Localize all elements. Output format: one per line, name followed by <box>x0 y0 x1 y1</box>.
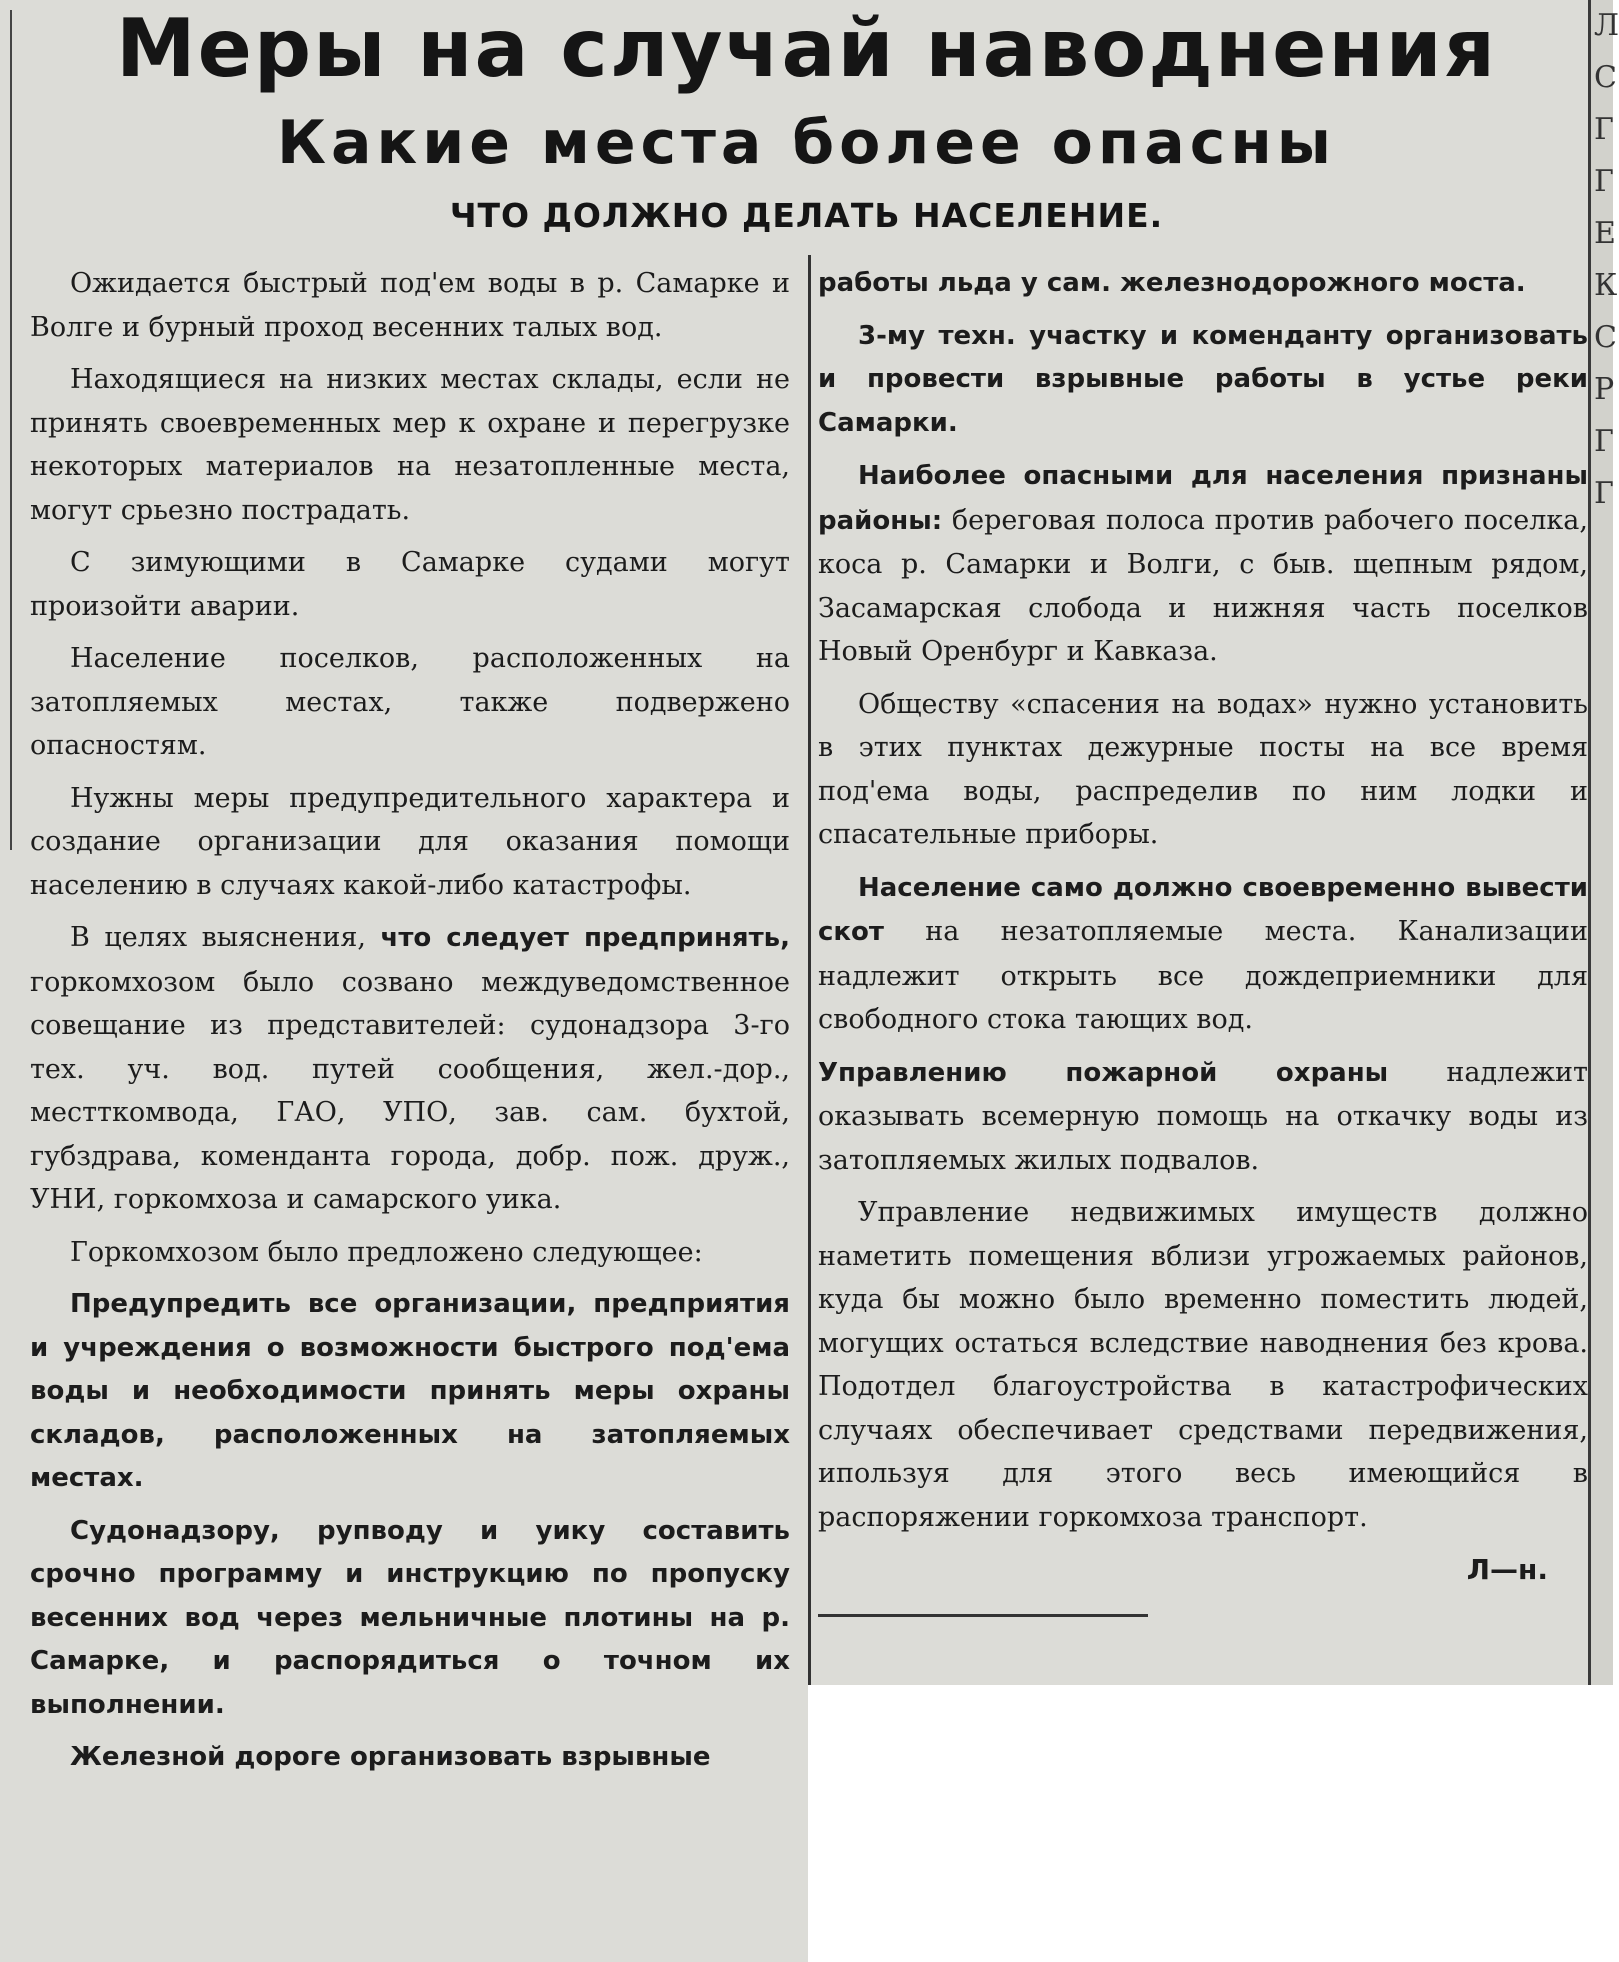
paragraph-bold: 3-му техн. участку и коменданту организовать и провести взрывные работы в устье реки Самарки. <box>818 320 1588 438</box>
paragraph-text: горкомхозом было созвано междуведомственное совещание из представителей: судонадзора 3-го тех. уч. вод. путей сообщения, жел.-дор., местткомвода, ГАО, УПО, зав. сам. бухтой, губздрава, коменданта города, добр. пож. друж., УНИ, горкомхоза и самарского уика. <box>30 966 790 1215</box>
paragraph-bold-text: Население само должно своевременно вывести скот <box>818 872 1588 947</box>
paragraph-text: надлежит оказывать всемерную помощь на откачку воды из затопляемых жилых подвалов. <box>818 1056 1588 1176</box>
paragraph: Население поселков, расположенных на затопляемых местах, также подвержено опасностям. <box>30 643 790 761</box>
end-of-article-rule <box>818 1614 1148 1617</box>
column-divider <box>808 255 811 1685</box>
paragraph-bold: работы льда у сам. железнодорожного моста. <box>818 268 1526 298</box>
edge-letter: Р <box>1594 372 1615 407</box>
edge-letter: С <box>1594 320 1617 355</box>
paragraph-bold-text: что следует предпринять, <box>380 923 790 953</box>
paragraph-bold-text: Управлению пожарной охраны <box>818 1057 1389 1088</box>
edge-letter: Л <box>1594 8 1619 43</box>
paragraph-text: на незатопляемые места. Канализации надлежит открыть все дождеприемники для свободного стока тающих вод. <box>818 916 1588 1035</box>
paragraph: Управление недвижимых имуществ должно наметить помещения вблизи угрожаемых районов, куда бы можно было временно поместить людей, могущих остаться вследствие наводнения без крова. Подотдел благоустройства в катастрофических случаях обеспечивает средствами передвижения, ипользуя для этого весь имеющийся в распоряжении горкомхоза транспорт. <box>818 1197 1588 1533</box>
paragraph-bold: Предупредить все организации, предприятия и учреждения о возможности быстрого под'ема воды и необходимости принять меры охраны складов, расположенных на затопляемых местах. <box>30 1289 790 1493</box>
paragraph: Горкомхозом было предложено следующее: <box>70 1236 703 1268</box>
paragraph <box>818 866 1588 1042</box>
edge-letter: Г <box>1594 164 1614 199</box>
paragraph: Находящиеся на низких местах склады, если не принять своевременных мер к охране и перегрузке некоторых материалов на незатопленные места, могут срьезно пострадать. <box>30 364 790 526</box>
right-column <box>818 262 1588 1617</box>
paragraph-bold-text: Наиболее опасными для населения признаны районы: <box>818 461 1588 536</box>
paragraph: С зимующими в Самарке судами могут произойти аварии. <box>30 547 790 622</box>
paragraph <box>818 454 1588 674</box>
edge-letter: Г <box>1594 476 1614 511</box>
adjacent-column-edge <box>1588 0 1619 1685</box>
article-title: Меры на случай наводнения <box>115 2 1498 95</box>
paragraph: Ожидается быстрый под'ем воды в р. Самарке и Волге и бурный проход весенних талых вод. <box>30 268 790 343</box>
paragraph-bold: Железной дороге организовать взрывные <box>70 1742 711 1772</box>
paragraph <box>30 916 790 1222</box>
edge-letter: Е <box>1594 216 1616 251</box>
edge-letter: С <box>1594 60 1617 95</box>
article-kicker: ЧТО ДОЛЖНО ДЕЛАТЬ НАСЕЛЕНИЕ. <box>449 196 1164 235</box>
edge-letter: К <box>1594 268 1618 303</box>
paragraph-text: В целях выяснения, <box>70 922 381 953</box>
paragraph-bold: Судонадзору, рупводу и уику составить срочно программу и инструкцию по пропуску весенних вод через мельничные плотины на р. Самарке, и распорядиться о точном их выполнении. <box>30 1515 790 1720</box>
author-signature: Л—н. <box>1466 1553 1548 1586</box>
edge-letter: Г <box>1594 424 1614 459</box>
edge-letter: Г <box>1594 112 1614 147</box>
article-subtitle: Какие места более опасны <box>276 108 1337 178</box>
paragraph <box>818 1051 1588 1183</box>
paragraph: Обществу «спасения на водах» нужно установить в этих пунктах дежурные посты на все время под'ема воды, распределив по ним лодки и спасательные приборы. <box>818 688 1588 850</box>
paragraph-text: береговая полоса против рабочего поселка, коса р. Самарки и Волги, с быв. щепным рядом, Засамарская слобода и нижняя часть поселков Новый Оренбург и Кавказа. <box>818 504 1588 667</box>
paragraph: Нужны меры предупредительного характера и создание организации для оказания помощи населению в случаях какой-либо катастрофы. <box>30 782 790 901</box>
left-column <box>30 262 790 1789</box>
